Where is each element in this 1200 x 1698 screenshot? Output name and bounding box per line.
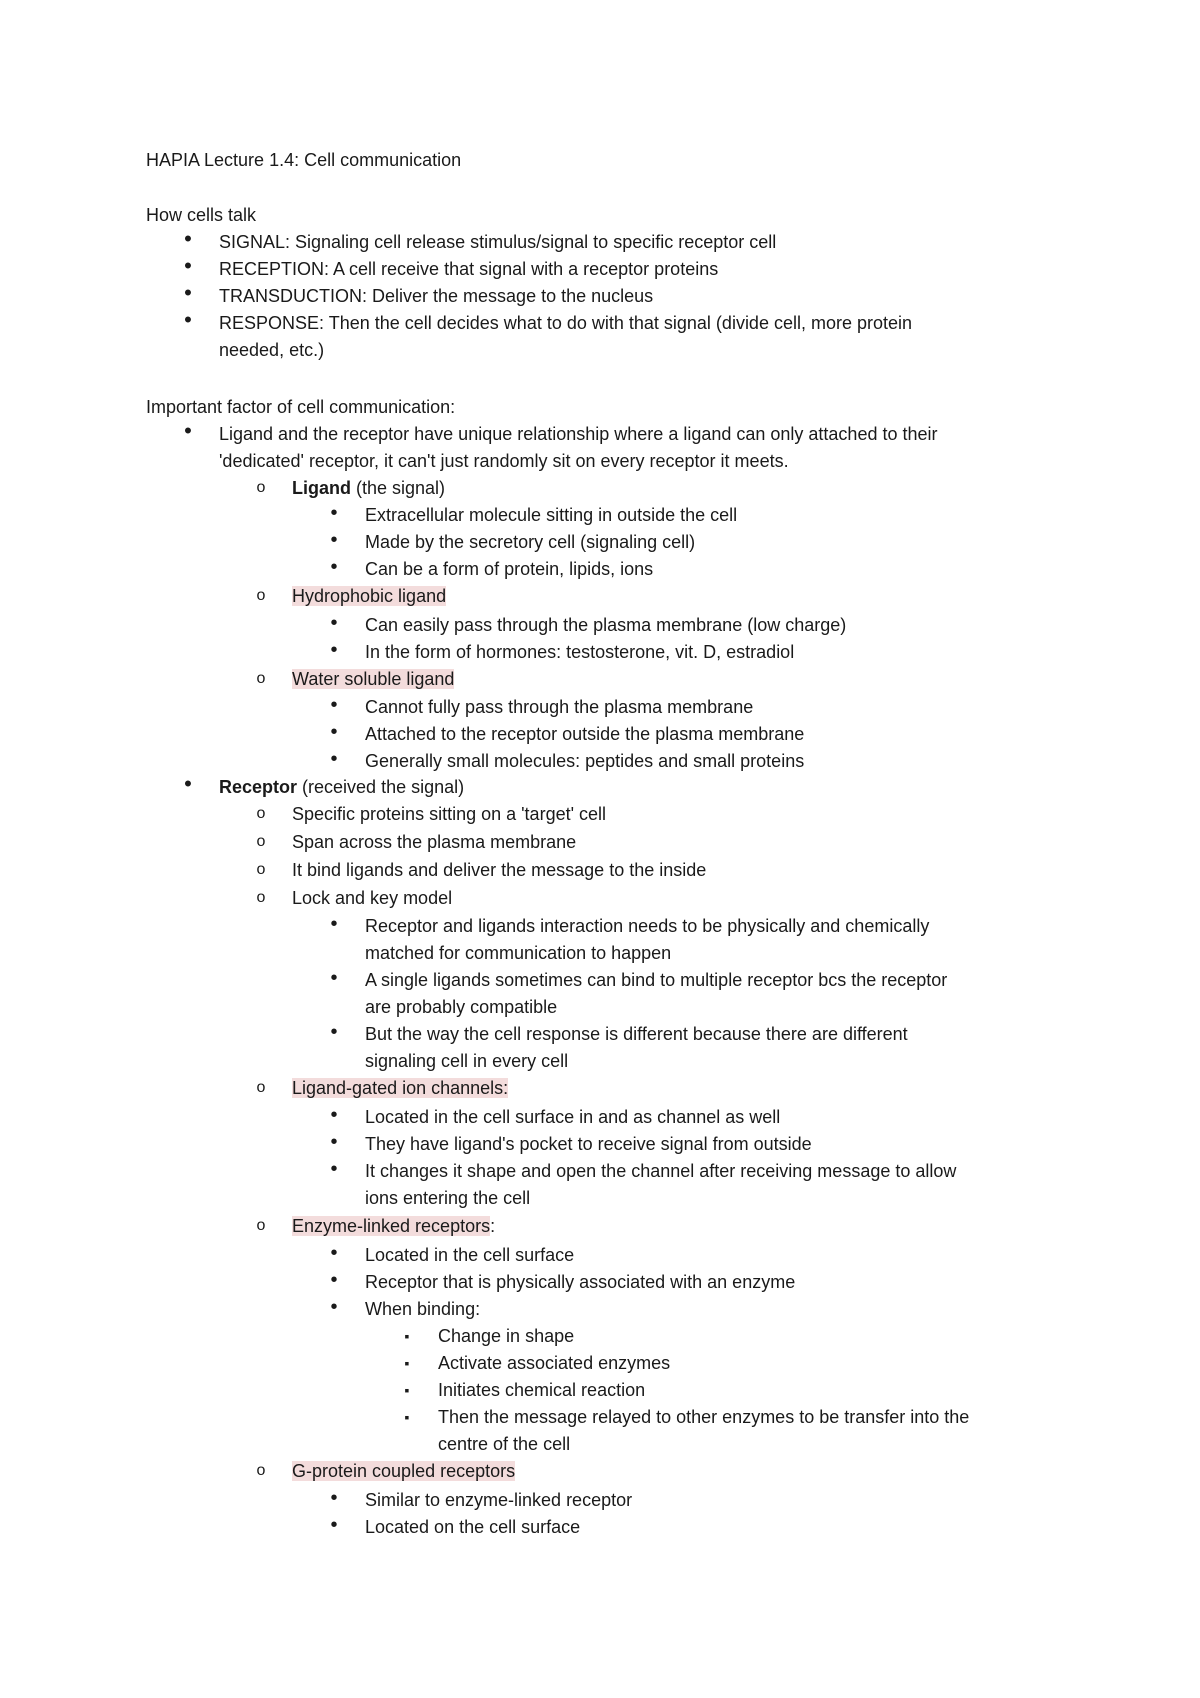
- list-item-continuation: signaling cell in every cell: [365, 1051, 569, 1071]
- water-soluble-heading: [292, 666, 454, 692]
- list-item: TRANSDUCTION: Deliver the message to the nucleus: [219, 286, 654, 306]
- list-item: SIGNAL: Signaling cell release stimulus/signal to specific receptor cell: [219, 232, 777, 252]
- list-item: Span across the plasma membrane: [292, 832, 577, 852]
- bullet-icon: •: [330, 502, 338, 524]
- enzyme-linked-heading: [292, 1213, 495, 1239]
- receptor-description: (received the signal): [297, 777, 465, 797]
- list-item-continuation: 'dedicated' receptor, it can't just randomly sit on every receptor it meets.: [219, 451, 789, 471]
- list-item-continuation: ions entering the cell: [365, 1188, 531, 1208]
- list-item: Made by the secretory cell (signaling cell): [365, 532, 696, 552]
- document-title: HAPIA Lecture 1.4: Cell communication: [146, 150, 462, 170]
- bullet-icon: •: [184, 771, 192, 796]
- list-item: It bind ligands and deliver the message to the inside: [292, 860, 707, 880]
- list-item: Located in the cell surface: [365, 1245, 575, 1265]
- highlighted-label: Enzyme-linked receptors: [292, 1216, 491, 1236]
- circle-bullet-icon: o: [256, 670, 266, 687]
- circle-bullet-icon: o: [256, 833, 266, 850]
- highlighted-label: Ligand-gated ion channels:: [292, 1078, 509, 1098]
- bullet-icon: •: [184, 418, 192, 443]
- list-item: Lock and key model: [292, 888, 453, 908]
- circle-bullet-icon: o: [256, 1217, 266, 1234]
- circle-bullet-icon: o: [256, 587, 266, 604]
- highlighted-label: G-protein coupled receptors: [292, 1461, 516, 1481]
- bullet-icon: •: [330, 1131, 338, 1153]
- bullet-icon: •: [330, 1296, 338, 1318]
- bullet-icon: •: [330, 721, 338, 743]
- bullet-icon: •: [184, 280, 192, 305]
- ligand-description: (the signal): [351, 478, 446, 498]
- list-item: Extracellular molecule sitting in outside the cell: [365, 505, 738, 525]
- list-item: They have ligand's pocket to receive signal from outside: [365, 1134, 812, 1154]
- ligand-gated-heading: [292, 1075, 508, 1101]
- list-item: Located in the cell surface in and as channel as well: [365, 1107, 781, 1127]
- list-item: But the way the cell response is different because there are different: [365, 1024, 908, 1044]
- list-item-continuation: are probably compatible: [365, 997, 558, 1017]
- circle-bullet-icon: o: [256, 1462, 266, 1479]
- square-bullet-icon: ▪: [404, 1355, 410, 1371]
- ligand-term: Ligand: [292, 478, 351, 498]
- bullet-icon: •: [330, 967, 338, 989]
- list-item: Similar to enzyme-linked receptor: [365, 1490, 633, 1510]
- bullet-icon: •: [330, 1514, 338, 1536]
- bullet-icon: •: [330, 694, 338, 716]
- list-item: RECEPTION: A cell receive that signal with a receptor proteins: [219, 259, 719, 279]
- list-item-continuation: needed, etc.): [219, 340, 325, 360]
- bullet-icon: •: [184, 307, 192, 332]
- list-item: Receptor and ligands interaction needs to be physically and chemically: [365, 916, 930, 936]
- bullet-icon: •: [330, 639, 338, 661]
- list-item: Activate associated enzymes: [438, 1353, 671, 1373]
- highlighted-label: Water soluble ligand: [292, 669, 455, 689]
- list-item: When binding:: [365, 1299, 481, 1319]
- bullet-icon: •: [184, 253, 192, 278]
- receptor-heading: [219, 774, 464, 800]
- bullet-icon: •: [330, 748, 338, 770]
- section-heading-how-cells-talk: How cells talk: [146, 205, 257, 225]
- circle-bullet-icon: o: [256, 889, 266, 906]
- g-protein-heading: [292, 1458, 515, 1484]
- list-item-continuation: centre of the cell: [438, 1434, 571, 1454]
- circle-bullet-icon: o: [256, 805, 266, 822]
- square-bullet-icon: ▪: [404, 1328, 410, 1344]
- list-item: Ligand and the receptor have unique relationship where a ligand can only attached to their: [219, 424, 938, 444]
- list-item: Cannot fully pass through the plasma membrane: [365, 697, 754, 717]
- list-item-continuation: matched for communication to happen: [365, 943, 672, 963]
- bullet-icon: •: [330, 556, 338, 578]
- circle-bullet-icon: o: [256, 479, 266, 496]
- square-bullet-icon: ▪: [404, 1409, 410, 1425]
- list-item: Change in shape: [438, 1326, 575, 1346]
- list-item: It changes it shape and open the channel after receiving message to allow: [365, 1161, 957, 1181]
- list-item: Located on the cell surface: [365, 1517, 581, 1537]
- list-item: In the form of hormones: testosterone, vit. D, estradiol: [365, 642, 795, 662]
- list-item: Specific proteins sitting on a 'target' cell: [292, 804, 607, 824]
- receptor-term: Receptor: [219, 777, 298, 797]
- square-bullet-icon: ▪: [404, 1382, 410, 1398]
- bullet-icon: •: [184, 226, 192, 251]
- bullet-icon: •: [330, 1242, 338, 1264]
- bullet-icon: •: [330, 1158, 338, 1180]
- list-item: Attached to the receptor outside the plasma membrane: [365, 724, 805, 744]
- bullet-icon: •: [330, 1104, 338, 1126]
- bullet-icon: •: [330, 612, 338, 634]
- list-item: Initiates chemical reaction: [438, 1380, 646, 1400]
- bullet-icon: •: [330, 529, 338, 551]
- list-item: Then the message relayed to other enzymes to be transfer into the: [438, 1407, 970, 1427]
- list-item: RESPONSE: Then the cell decides what to do with that signal (divide cell, more protein: [219, 313, 913, 333]
- bullet-icon: •: [330, 913, 338, 935]
- bullet-icon: •: [330, 1487, 338, 1509]
- hydrophobic-heading: [292, 583, 446, 609]
- circle-bullet-icon: o: [256, 1079, 266, 1096]
- list-item: Can easily pass through the plasma membrane (low charge): [365, 615, 847, 635]
- bullet-icon: •: [330, 1269, 338, 1291]
- circle-bullet-icon: o: [256, 861, 266, 878]
- heading-colon: :: [490, 1216, 496, 1236]
- list-item: Generally small molecules: peptides and small proteins: [365, 751, 805, 771]
- ligand-heading: [292, 475, 445, 501]
- list-item: A single ligands sometimes can bind to multiple receptor bcs the receptor: [365, 970, 948, 990]
- list-item: Receptor that is physically associated with an enzyme: [365, 1272, 796, 1292]
- section-heading-important-factor: Important factor of cell communication:: [146, 397, 456, 417]
- bullet-icon: •: [330, 1021, 338, 1043]
- list-item: Can be a form of protein, lipids, ions: [365, 559, 654, 579]
- highlighted-label: Hydrophobic ligand: [292, 586, 447, 606]
